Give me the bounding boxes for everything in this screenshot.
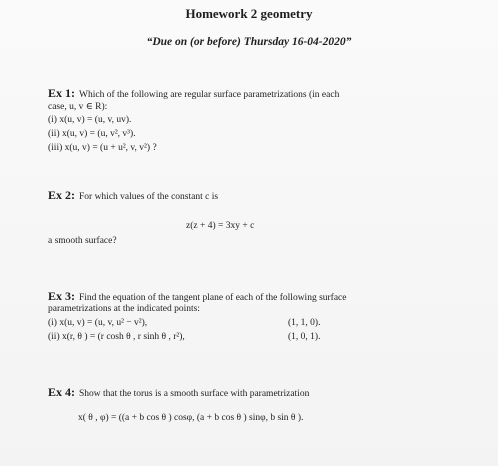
exercise-4: [48, 383, 309, 401]
exercise-4-intro: Show that the torus is a smooth surface with parametrization: [79, 389, 310, 399]
exercise-2: [48, 186, 218, 204]
exercise-3-intro-line-2: parametrizations at the indicated points:: [48, 304, 200, 314]
exercise-3: [48, 287, 347, 305]
exercise-4-equation: x( θ , φ) = ((a + b cos θ ) cosφ, (a + b cos θ ) sinφ, b sin θ ).: [78, 413, 304, 423]
exercise-3-intro-line-1: Find the equation of the tangent plane of each of the following surface: [79, 293, 347, 303]
page-title: Homework 2 geometry: [185, 6, 313, 21]
exercise-2-heading: Ex 2:: [48, 188, 75, 202]
exercise-1-item: (iii) x(u, v) = (u + u², v, v²) ?: [48, 143, 157, 153]
exercise-1-item: (i) x(u, v) = (u, v, uv).: [48, 115, 132, 125]
exercise-2-intro: For which values of the constant c is: [79, 192, 219, 202]
exercise-3-heading: Ex 3:: [48, 289, 75, 303]
exercise-1-intro-line-2: case, u, v ∈ R):: [48, 102, 108, 112]
exercise-3-item-point: (1, 0, 1).: [288, 332, 321, 342]
due-date: “Due on (or before) Thursday 16-04-2020”: [146, 36, 352, 48]
exercise-1-item: (ii) x(u, v) = (u, v², v³).: [48, 129, 136, 139]
exercise-3-item-param: (ii) x(r, θ ) = (r cosh θ , r sinh θ , r²),: [48, 332, 185, 342]
exercise-3-item-param: (i) x(u, v) = (u, v, u² − v²),: [48, 318, 148, 328]
exercise-4-heading: Ex 4:: [48, 385, 75, 399]
exercise-1-heading: Ex 1:: [48, 86, 75, 100]
exercise-1: [48, 84, 339, 102]
exercise-2-tail: a smooth surface?: [48, 236, 117, 246]
exercise-2-equation: z(z + 4) = 3xy + c: [186, 221, 255, 231]
exercise-1-intro-line-1: Which of the following are regular surface parametrizations (in each: [79, 90, 340, 100]
exercise-3-item-point: (1, 1, 0).: [288, 318, 321, 328]
